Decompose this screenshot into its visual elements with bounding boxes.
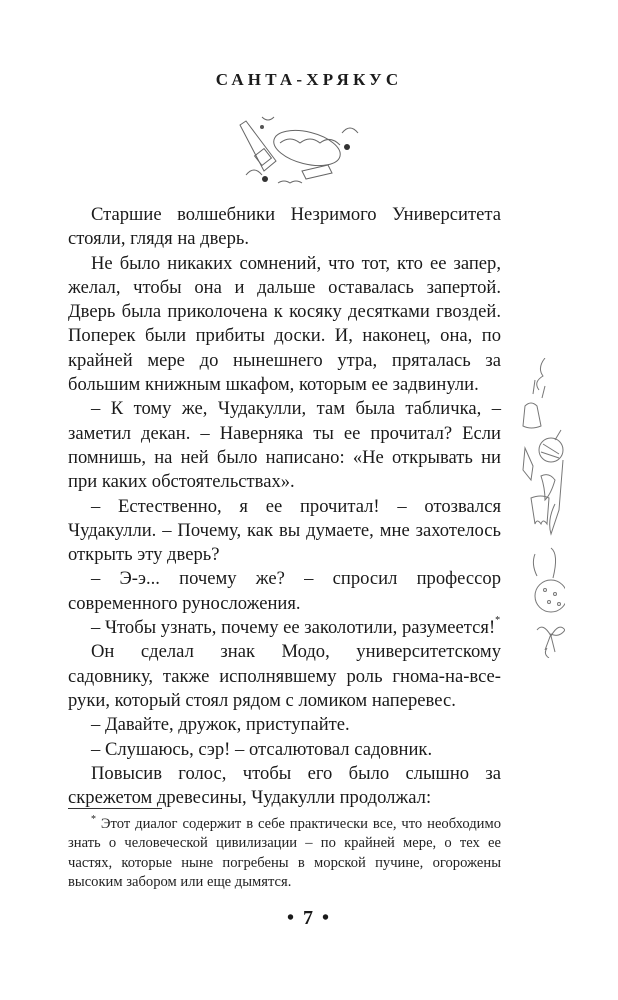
paragraph: – Э-э... почему же? – спросил профессор современного руносложения. (68, 568, 501, 614)
paragraph: Не было никаких сомнений, что тот, кто ее запер, желал, чтобы она и дальше оставалась запертой. Дверь была приколочена к косяку десятками гвоздей. Поперек были прибиты доски. И, наконец, она, по крайней мере до нынешнего утра, пряталась за большим книжным шкафом, которым ее задвинули. (68, 252, 501, 396)
christmas-ornaments-teeth-garland-icon (515, 358, 565, 658)
paragraph: – К тому же, Чудакулли, там была табличка, – заметил декан. – Наверняка ты ее прочитал? Если помнишь, на ней было написано: «Не открывать ни при каких обстоятельствах». (68, 398, 501, 493)
footnote-reference[interactable]: * (495, 615, 501, 627)
running-head: САНТА-ХРЯКУС (215, 70, 403, 89)
footnote-text: Этот диалог содержит в себе практически все, что необходимо знать о человеческой цивилизации – по крайней мере, о тех ее частях, которые ныне погребены в морской пучине, огорожены высоким забором или еще дымятся. (68, 816, 501, 890)
paragraph-with-footnote (68, 616, 501, 640)
footnote-divider (68, 808, 162, 809)
footnote (68, 815, 501, 892)
bottle-bread-cheese-vignette-icon (232, 113, 382, 193)
paragraph: Повысив голос, чтобы его было слышно за скрежетом древесины, Чудакулли продолжал: (68, 762, 501, 809)
paragraph: – Слушаюсь, сэр! – отсалютовал садовник. (91, 738, 433, 760)
paragraph: – Естественно, я ее прочитал! – отозвался Чудакулли. – Почему, как вы думаете, мне захотелось открыть эту дверь? (68, 495, 501, 566)
paragraph: Старшие волшебники Незримого Университета стояли, глядя на дверь. (68, 204, 501, 250)
page-number: • 7 • (286, 907, 331, 929)
paragraph: Он сделал знак Модо, университетскому садовнику, также исполнявшему роль гнома-на-все-руки, который стоял рядом с ломиком наперевес. (68, 641, 501, 711)
footnote-marker: * (91, 814, 96, 825)
body-text (68, 203, 501, 810)
paragraph: – Давайте, дружок, приступайте. (91, 714, 350, 736)
paragraph-text: – Чтобы узнать, почему ее заколотили, разумеется! (91, 617, 496, 639)
